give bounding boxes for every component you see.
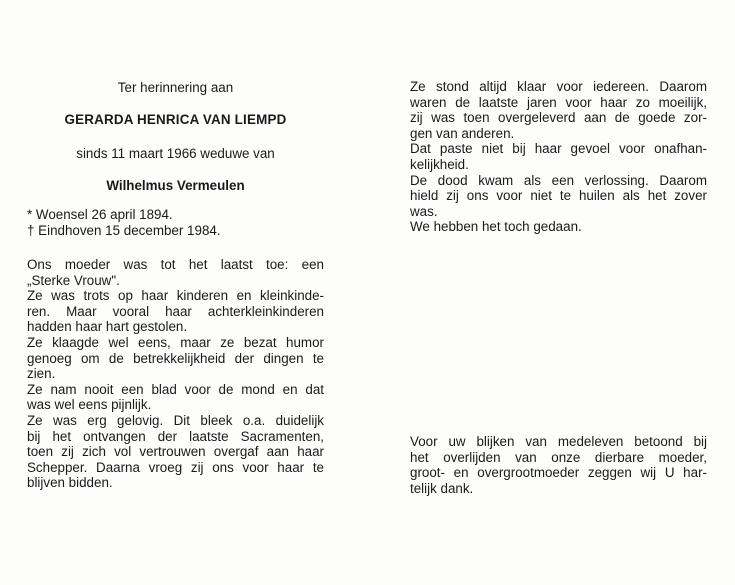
text-line: hield zij ons voor niet te huilen als het zover	[410, 188, 707, 204]
widow-since-text: sinds 11 maart 1966 weduwe van	[76, 146, 275, 161]
text-line: telijk dank.	[410, 480, 474, 496]
text-line: „Sterke Vrouw".	[27, 272, 120, 288]
text-line: bij het ontvangen der laatste Sacramenten,	[27, 428, 324, 444]
text-line: We hebben het toch gedaan.	[410, 219, 582, 235]
text-line: Ze nam nooit een blad voor de mond en dat	[27, 381, 324, 397]
text-line: het overlijden van onze dierbare moeder,	[410, 449, 707, 465]
text-line: groot- en overgrootmoeder zeggen wij U har-	[410, 465, 707, 481]
text-line: Ze klaagde wel eens, maar ze bezat humor	[27, 334, 324, 350]
text-line: Ons moeder was tot het laatst toe: een	[27, 257, 324, 272]
death-date: † Eindhoven 15 december 1984.	[27, 222, 221, 238]
text-line: gen van anderen.	[410, 125, 515, 141]
text-line: hadden haar hart gestolen.	[27, 319, 188, 335]
intro-text: Ter herinnering aan	[117, 80, 234, 95]
text-line: De dood kwam als een verlossing. Daarom	[410, 172, 707, 188]
right-top-text	[410, 79, 707, 235]
text-line: Ze was erg gelovig. Dit bleek o.a. duidelijk	[27, 412, 324, 428]
deceased-name: GERARDA HENRICA VAN LIEMPD	[64, 112, 287, 127]
text-line: zij was toen overgeleverd aan de goede zor-	[410, 110, 707, 126]
text-line: Schepper. Daarna vroeg zij ons voor haar te	[27, 459, 324, 475]
left-body-text	[27, 257, 324, 491]
life-dates	[27, 207, 324, 238]
text-line: kelijkheid.	[410, 156, 469, 172]
text-line: blijven bidden.	[27, 475, 113, 491]
text-line: Ze was trots op haar kinderen en kleinkinde-	[27, 288, 324, 304]
text-line: toen zij zich vol vertrouwen overgaf aan haar	[27, 444, 324, 460]
right-thanks-text	[410, 434, 707, 496]
text-line: was wel eens pijnlijk.	[27, 397, 152, 413]
text-line: Voor uw blijken van medeleven betoond bij	[410, 434, 707, 449]
birth-date: * Woensel 26 april 1894.	[27, 207, 173, 222]
husband-name: Wilhelmus Vermeulen	[106, 178, 245, 193]
text-line: Dat paste niet bij haar gevoel voor onafhan-	[410, 141, 707, 157]
text-line: was.	[410, 203, 438, 219]
text-line: genoeg om de betrekkelijkheid der dingen te	[27, 350, 324, 366]
text-line: waren de laatste jaren voor haar zo moeilijk,	[410, 94, 707, 110]
text-line: Ze stond altijd klaar voor iedereen. Daarom	[410, 79, 707, 94]
text-line: zien.	[27, 366, 56, 382]
text-line: ren. Maar vooral haar achterkleinkinderen	[27, 303, 324, 319]
